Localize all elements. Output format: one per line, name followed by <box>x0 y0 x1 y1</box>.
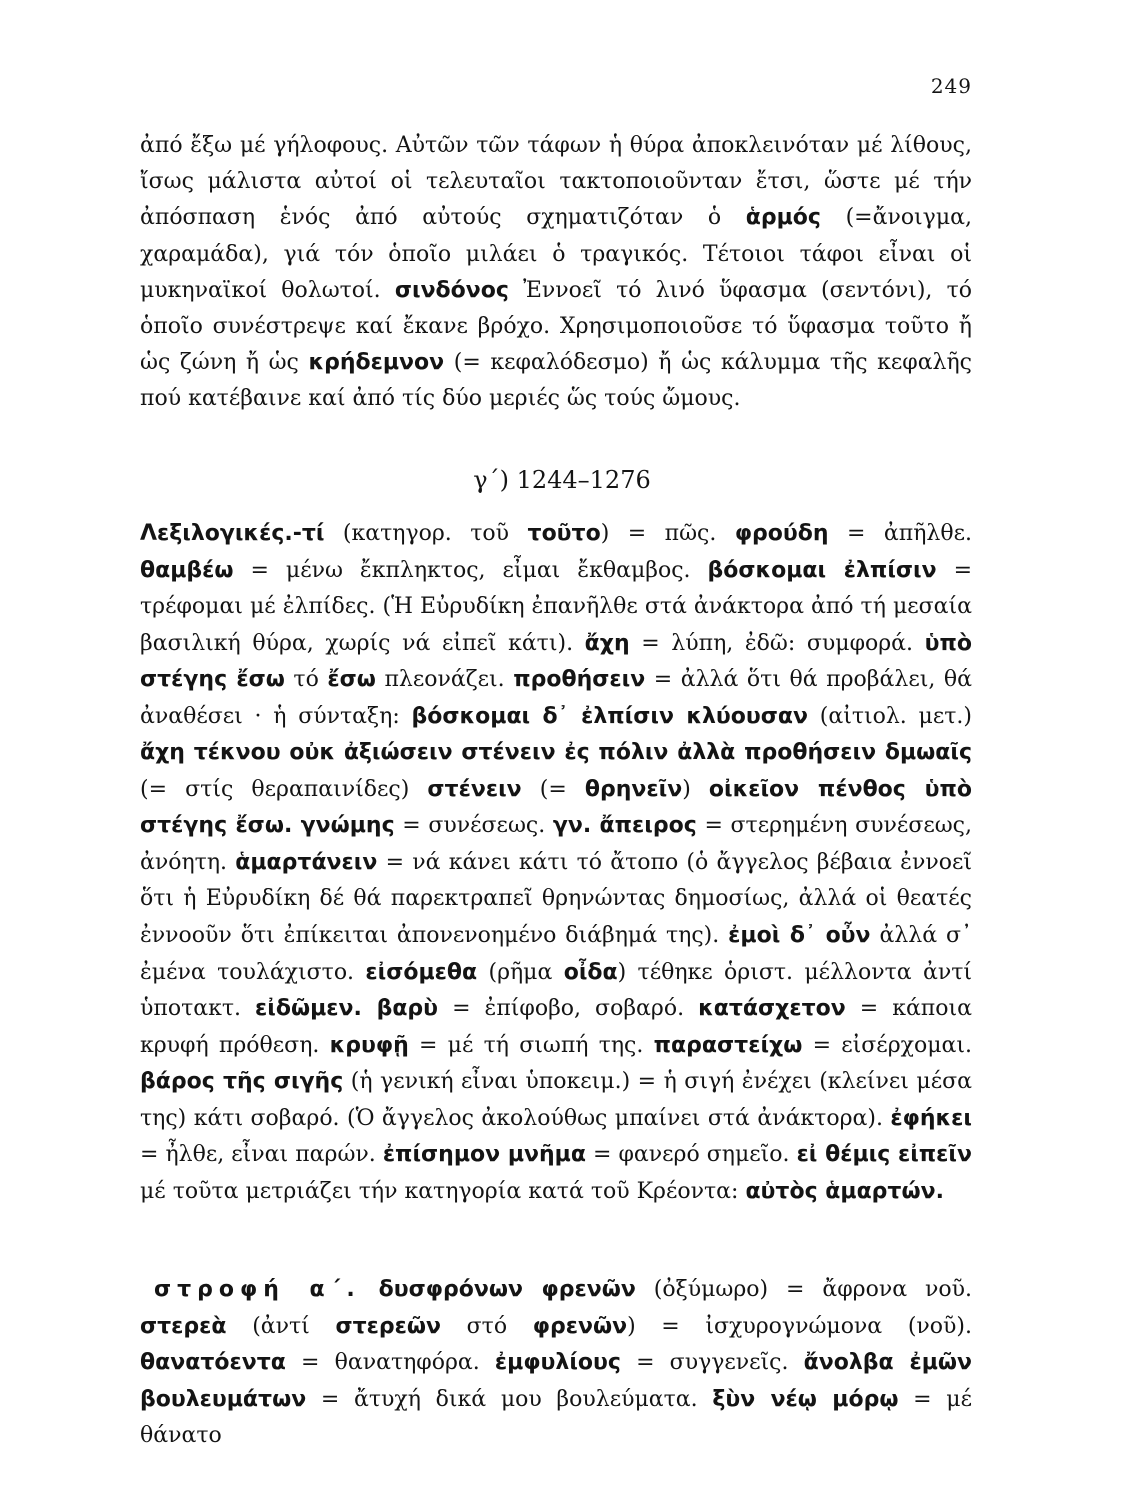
text-run: = κάποια κρυφή πρόθεση. <box>140 996 972 1058</box>
bold-term: ἄνολβα ἐμῶν βουλευμάτων <box>140 1350 973 1412</box>
bold-term: δυσφρόνων φρενῶν <box>378 1277 636 1302</box>
text-run: (κατηγορ. τοῦ <box>324 521 528 546</box>
bold-term: βόσκομαι δ᾿ ἐλπίσιν κλύουσαν <box>411 703 808 729</box>
bold-term: ἁρμός <box>745 205 821 231</box>
text-run: = φανερό σημεῖο. <box>585 1142 797 1168</box>
bold-term: ἐπίσημον μνῆμα <box>382 1142 586 1168</box>
text-run: = εἰσέρχομαι. <box>802 1032 972 1058</box>
text-run: μέ τοῦτα μετριάζει τήν κατηγορία κατά τοῦ Κρέοντα: <box>140 1178 746 1204</box>
bold-term: ξὺν νέῳ μόρῳ <box>712 1386 899 1412</box>
text-run: = ἀλλά ὅτι θά προβάλει, θά ἀναθέσει · ἡ σύνταξη: <box>140 667 972 729</box>
text-run: Ἐννοεῖ τό λινό ὕφασμα (σεντόνι), τό ὁποῖο συνέστρεψε καί ἔκανε βρόχο. Χρησιμοποιοῦσε τό ὕφασμα τοῦτο ἤ ὡς ζώνη ἤ ὡς <box>140 277 972 376</box>
text-run: πλεονάζει. <box>375 667 514 693</box>
text-run: ) τέθηκε ὁριστ. μέλλοντα ἀντί ὑποτακτ. <box>140 959 972 1022</box>
bold-term: θαμβέω <box>140 557 234 583</box>
text-run: (=ἄνοιγμα, χαραμάδα), γιά τόν ὁποῖο μιλάει ὁ τραγικός. Τέτοιοι τάφοι εἶναι οἱ μυκηναϊκοί θολωτοί. <box>140 205 972 303</box>
bold-term: φρούδη <box>734 521 829 546</box>
bold-term: ἐμοὶ δ᾿ οὖν <box>728 923 871 949</box>
text-run: = θανατηφόρα. <box>285 1350 495 1375</box>
bold-term: γν. ἄπειρος <box>552 813 697 839</box>
text-run: = ἦλθε, εἶναι παρών. <box>140 1142 383 1168</box>
text-run: στό <box>441 1313 533 1339</box>
bold-term: ἁμαρτάνειν <box>235 849 378 875</box>
text-run: = μένω ἔκπληκτος, εἶμαι ἔκθαμβος. <box>233 557 708 583</box>
bold-term: ὑπὸ στέγης ἔσω <box>140 630 972 693</box>
text-run: (ἡ γενική εἶναι ὑποκειμ.) = ἡ σιγή ἐνέχει (κλείνει μέσα της) κάτι σοβαρό. (Ὁ ἄγγελος ἀκολούθως μπαίνει στά ἀνάκτορα). <box>140 1069 972 1131</box>
text-run: ) = πῶς. <box>600 521 735 546</box>
bold-term: αὐτὸς ἁμαρτών. <box>745 1178 944 1204</box>
bold-term: ἄχη τέκνου οὐκ ἀξιώσειν στένειν ἐς πόλιν ἀλλὰ προθήσειν δμωαῖς <box>140 740 972 766</box>
text-run: ἀλλά σ᾿ ἐμένα τουλάχιστο. <box>140 923 972 985</box>
text-run: = ἐπίφοβο, σοβαρό. <box>438 996 699 1022</box>
bold-term: φρενῶν <box>532 1313 628 1339</box>
bold-term: τοῦτο <box>527 521 601 546</box>
text-run <box>361 1277 379 1302</box>
bold-term: στερεῶν <box>335 1313 441 1339</box>
bold-term: βάρος τῆς σιγῆς <box>140 1069 344 1095</box>
text-run: τό <box>284 667 328 693</box>
bold-term: σινδόνος <box>394 277 509 303</box>
paragraph-text <box>140 1272 972 1455</box>
text-run: ) = ἰσχυρογνώμονα (νοῦ). <box>627 1313 972 1339</box>
paragraph-vocabulary-notes <box>140 516 972 1210</box>
spaced-heading-term: στροφή α΄. <box>154 1277 361 1302</box>
paragraph-text <box>140 516 972 1210</box>
bold-term: ἐμφυλίους <box>494 1350 621 1375</box>
bold-term: στένειν <box>427 776 522 802</box>
text-run: (ὀξύμωρο) = ἄφρονα νοῦ. <box>635 1277 972 1302</box>
bold-term: θρηνεῖν <box>584 776 683 802</box>
text-run: = τρέφομαι μέ ἐλπίδες. (Ἡ Εὐρυδίκη ἐπανῆλθε στά ἀνάκτορα ἀπό τή μεσαία βασιλική θύρα, χωρίς νά εἰπεῖ κάτι). <box>140 557 973 656</box>
page-number: 249 <box>930 74 972 98</box>
text-run: ) <box>682 776 709 802</box>
bold-term: κρήδεμνον <box>308 350 445 376</box>
paragraph-burial-description <box>140 128 972 418</box>
text-run: (= στίς θεραπαινίδες) <box>140 776 428 802</box>
text-run: = ἀπῆλθε. <box>828 521 973 546</box>
bold-term: Λεξιλογικές.-τί <box>140 521 325 546</box>
text-run: ἀπό ἔξω μέ γήλοφους. Αὐτῶν τῶν τάφων ἡ θύρα ἀποκλεινόταν μέ λίθους, ἴσως μάλιστα αὐτοί οἱ τελευταῖοι τακτοποιοῦνταν ἔτσι, ὥστε μέ τήν ἀπόσπαση ἑνός ἀπό αὐτούς σχηματιζόταν ὁ <box>140 133 972 231</box>
bold-term: εἰ θέμις εἰπεῖν <box>796 1142 972 1168</box>
text-run: = συνέσεως. <box>394 813 553 839</box>
text-run: (ρῆμα <box>477 959 564 985</box>
paragraph-text <box>140 128 972 418</box>
text-run: (= <box>521 776 585 802</box>
bold-term: προθήσειν <box>513 667 646 693</box>
paragraph-strophe-notes <box>140 1272 972 1455</box>
text-run: = συγγενεῖς. <box>620 1350 804 1375</box>
bold-term: οἶδα <box>563 959 618 985</box>
text-run: = μέ θάνατο <box>140 1386 972 1448</box>
bold-term: εἰδῶμεν. βαρὺ <box>255 996 439 1022</box>
text-run: = μέ τή σιωπή της. <box>408 1032 654 1058</box>
bold-term: ἐφήκει <box>890 1105 972 1131</box>
bold-term: ἄχη <box>584 630 630 656</box>
text-run: = λύπη, ἐδῶ: συμφορά. <box>629 630 925 656</box>
text-run: = στερημένη συνέσεως, ἀνόητη. <box>140 813 972 875</box>
section-heading: γ΄) 1244–1276 <box>473 466 651 494</box>
bold-term: παραστείχω <box>653 1032 803 1058</box>
bold-term: βόσκομαι ἐλπίσιν <box>707 557 937 583</box>
bold-term: θανατόεντα <box>140 1350 286 1375</box>
bold-term: κατάσχετον <box>698 996 846 1022</box>
text-run: = ἄτυχή δικά μου βουλεύματα. <box>306 1386 713 1412</box>
text-run: (αἰτιολ. μετ.) <box>807 703 972 729</box>
bold-term: εἰσόμεθα <box>365 959 478 985</box>
bold-term: στερεὰ <box>140 1313 227 1339</box>
text-run: (ἀντί <box>226 1313 336 1339</box>
bold-term: κρυφῇ <box>329 1032 409 1058</box>
text-run: = νά κάνει κάτι τό ἄτοπο (ὁ ἄγγελος βέβαια ἐννοεῖ ὅτι ἡ Εὐρυδίκη δέ θά παρεκτραπεῖ θρηνώντας δημοσίως, ἀλλά οἱ θεατές ἐννοοῦν ὅτι ἐπίκειται ἀπονενοημένο διάβημά της). <box>140 849 972 949</box>
bold-term: ἔσω <box>327 667 376 693</box>
text-run: (= κεφαλόδεσμο) ἤ ὡς κάλυμμα τῆς κεφαλῆς πού κατέβαινε καί ἀπό τίς δύο μεριές ὥς τούς ὤμους. <box>140 350 972 412</box>
bold-term: οἰκεῖον πένθος ὑπὸ στέγης ἔσω. γνώμης <box>140 776 972 839</box>
